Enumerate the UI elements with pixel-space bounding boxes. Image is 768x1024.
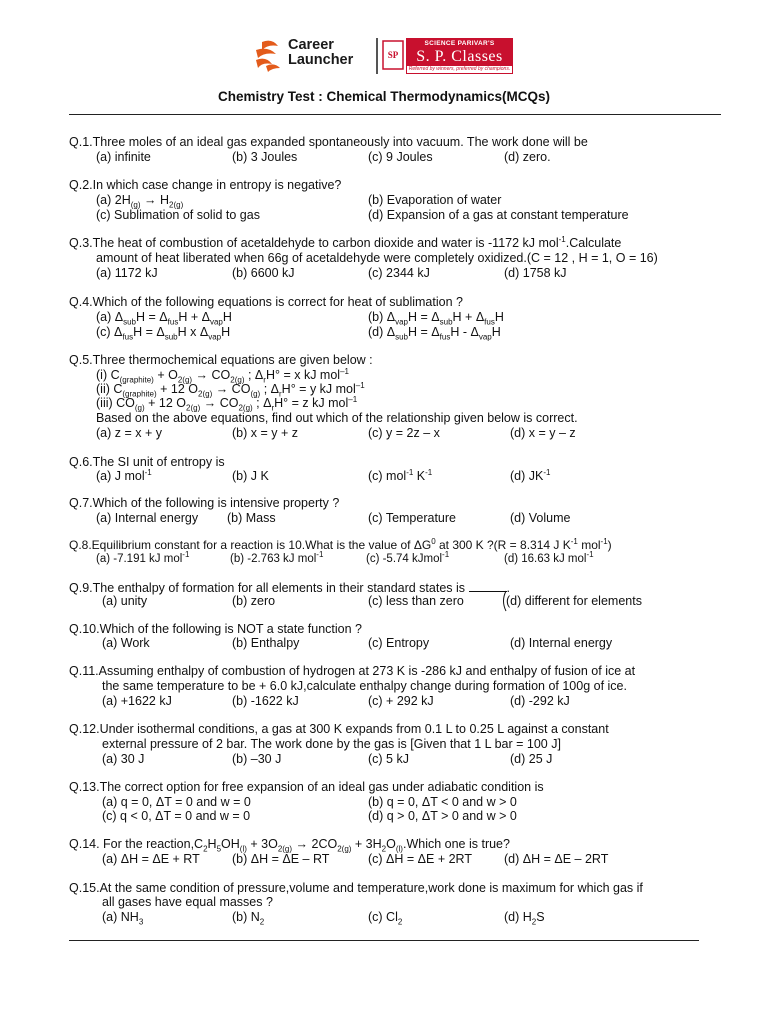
q10-option-d: (d) Internal energy — [510, 636, 613, 650]
top-rule — [69, 114, 721, 115]
q3-option-c: (c) 2344 kJ — [368, 266, 430, 280]
question-14: Q.14. For the $reaction,C_2H_5OH_{(l)} + 3O_{2(g)} \to 2CO_{2(g)}$ + $3H_2O_{(l)}.Which$ one is true? — [69, 837, 510, 854]
q14-option-c: (c) ΔH = ΔE + 2RT — [368, 852, 472, 866]
question-6: Q.6.The SI unit of entropy is — [69, 455, 225, 469]
q10-option-c: (c) Entropy — [368, 636, 430, 650]
page-header — [252, 36, 522, 76]
flame-icon — [252, 36, 286, 74]
q6-option-a: (a) J mol$^{-1}$ — [96, 467, 152, 483]
career-launcher-logo — [252, 36, 372, 76]
q2-option-b: (b) Evaporation of water — [368, 193, 502, 207]
q6-option-b: (b) J K — [232, 469, 269, 483]
q5-equation-2: (ii) $C_{(graphite)} + 12$ $O_{2(g)} \to CO_{(g)}$ ; $\Delta_rH^\circ = y$ kJ mol$^{-1}$ — [96, 380, 365, 399]
q1-option-a: (a) infinite — [96, 150, 151, 164]
q4-option-c: (c) $\Delta_{fus}H = \Delta_{sub}H$ x $\Delta_{vap}H$ — [96, 325, 231, 342]
q4-option-d: (d) $\Delta_{sub}H = \Delta_{fus}H - \Delta_{vap}H$ — [368, 325, 501, 342]
q9-option-c: (c) less than zero — [368, 594, 464, 608]
sp-logo-main: S. P. Classes — [416, 48, 503, 65]
q12-option-a: (a) 30 J — [102, 752, 145, 766]
q8-option-b: (b) -2.763 kJ mol$^{-1}$ — [230, 550, 324, 565]
q12-option-c: (c) 5 kJ — [368, 752, 409, 766]
q5-line4: Based on the above equations, find out which of the relationship given below is correct. — [96, 411, 578, 425]
q2-option-a: (a) $2H_{(g)} \to H_{2(g)}$ — [96, 193, 184, 210]
q11-option-a: (a) +1622 kJ — [102, 694, 172, 708]
q2-option-d: (d) Expansion of a gas at constant temperature — [368, 208, 629, 222]
q13-option-d: (d) q > 0, ΔT > 0 and w > 0 — [368, 809, 517, 823]
q9-option-a: (a) unity — [102, 594, 148, 608]
q2-option-c: (c) Sublimation of solid to gas — [96, 208, 260, 222]
q1-option-b: (b) 3 Joules — [232, 150, 298, 164]
question-8: Q.8.Equilibrium constant for a reaction is 10.What is the value of $\Delta G^0$ at 300 K ?(R = 8.314 J $K^{-1}$ mol$^{-1}$) — [69, 537, 612, 552]
q12-option-b: (b) –30 J — [232, 752, 282, 766]
sp-logo-top: SCIENCE PARIVAR'S — [424, 40, 495, 47]
question-9: Q.9.The enthalpy of formation for all elements in their standard states is . — [69, 581, 511, 595]
q1-option-d: (d) zero. — [504, 150, 551, 164]
sp-logo-tagline: Referred by winners, preferred by champions. — [406, 65, 513, 74]
question-2: Q.2.In which case change in entropy is negative? — [69, 178, 342, 192]
question-3: Q.3.The heat of combustion of acetaldehyde to carbon dioxide and water is -1172 kJ mol$^{-1}$.Calculate — [69, 234, 622, 250]
sp-classes-logo — [382, 38, 513, 74]
q15-option-c: (c) $Cl_2$ — [368, 910, 403, 927]
q4-option-a: (a) $\Delta_{sub}H = \Delta_{fus}H + \Delta_{vap}H$ — [96, 310, 232, 327]
q12-option-d: (d) 25 J — [510, 752, 553, 766]
q8-option-c: (c) -5.74 kJmol$^{-1}$ — [366, 550, 450, 565]
q14-option-a: (a) ΔH = ΔE + RT — [102, 852, 200, 866]
q11-option-c: (c) + 292 kJ — [368, 694, 434, 708]
q15-option-b: (b) $N_2$ — [232, 910, 265, 927]
q5-equation-3: (iii) $CO_{(g)} + 12$ $O_{2(g)} \to CO_{2(g)}$ ; $\Delta_rH^\circ = z$ kJ mol$^{-1}$ — [96, 394, 358, 413]
q9-bracket — [500, 590, 508, 612]
q8-option-d: (d) 16.63 kJ mol$^{-1}$ — [504, 550, 594, 565]
q13-option-a: (a) q = 0, ΔT = 0 and w = 0 — [102, 795, 251, 809]
q7-option-b: (b) Mass — [227, 511, 276, 525]
q3-option-d: (d) 1758 kJ — [504, 266, 567, 280]
q9-option-b: (b) zero — [232, 594, 276, 608]
question-12: Q.12.Under isothermal conditions, a gas at 300 K expands from 0.1 L to 0.25 L against a constant — [69, 722, 609, 736]
q9-option-d: (d) different for elements — [506, 594, 642, 608]
q5-option-a: (a) z = x + y — [96, 426, 162, 440]
q14-option-b: (b) ΔH = ΔE – RT — [232, 852, 330, 866]
q7-option-c: (c) Temperature — [368, 511, 456, 525]
page-title: Chemistry Test : Chemical Thermodynamics(MCQs) — [217, 89, 551, 104]
question-3-line2: amount of heat liberated when 66g of acetaldehyde were completely oxidized.(C = 12 , H = 1, O = 16) — [96, 251, 658, 265]
q3-option-a: (a) 1172 kJ — [96, 266, 158, 280]
q7-option-d: (d) Volume — [510, 511, 571, 525]
q8-option-a: (a) -7.191 kJ mol$^{-1}$ — [96, 550, 190, 565]
question-11: Q.11.Assuming enthalpy of combustion of hydrogen at 273 K is -286 kJ and enthalpy of fusion of ice at — [69, 664, 636, 678]
logo-divider — [376, 38, 378, 74]
question-15: Q.15.At the same condition of pressure,volume and temperature,work done is maximum for which gas if — [69, 881, 643, 895]
sp-seal-icon — [382, 40, 404, 70]
question-13: Q.13.The correct option for free expansion of an ideal gas under adiabatic condition is — [69, 780, 544, 794]
q4-option-b: (b) $\Delta_{vap}H = \Delta_{sub}H + \Delta_{fus}H$ — [368, 310, 504, 327]
bottom-rule — [69, 940, 699, 941]
q1-option-c: (c) 9 Joules — [368, 150, 433, 164]
q11-option-d: (d) -292 kJ — [510, 694, 570, 708]
svg-text:SP: SP — [387, 50, 399, 60]
q5-option-d: (d) x = y – z — [510, 426, 576, 440]
q5-equation-1: (i) $C_{(graphite)} + O_{2(g)} \to CO_{2(g)}$ ; $\Delta_rH^\circ = x$ kJ mol$^{-1}$ — [96, 366, 349, 385]
q6-option-d: (d) $JK^{-1}$ — [510, 467, 551, 483]
q13-option-c: (c) q < 0, ΔT = 0 and w = 0 — [102, 809, 251, 823]
question-12-line2: external pressure of 2 bar. The work done by the gas is [Given that 1 L bar = 100 J] — [102, 737, 561, 751]
question-4: Q.4.Which of the following equations is correct for heat of sublimation ? — [69, 295, 463, 309]
question-5: Q.5.Three thermochemical equations are given below : — [69, 353, 373, 367]
question-10: Q.10.Which of the following is NOT a state function ? — [69, 622, 362, 636]
q5-option-c: (c) y = 2z – x — [368, 426, 440, 440]
q11-option-b: (b) -1622 kJ — [232, 694, 299, 708]
q14-option-d: (d) ΔH = ΔE – 2RT — [504, 852, 609, 866]
q15-option-a: (a) $NH_3$ — [102, 910, 144, 927]
question-11-line2: the same temperature to be + 6.0 kJ,calculate enthalpy change during formation of 100g of ice. — [102, 679, 627, 693]
q7-option-a: (a) Internal energy — [96, 511, 199, 525]
question-7: Q.7.Which of the following is intensive property ? — [69, 496, 340, 510]
q15-option-d: (d) $H_2S$ — [504, 910, 545, 927]
q13-option-b: (b) q = 0, ΔT < 0 and w > 0 — [368, 795, 517, 809]
q10-option-b: (b) Enthalpy — [232, 636, 300, 650]
logo-text-line1: Career — [288, 37, 334, 53]
question-15-line2: all gases have equal masses ? — [102, 895, 273, 909]
logo-text-line2: Launcher — [288, 52, 354, 68]
q6-option-c: (c) mol$^{-1}$ $K^{-1}$ — [368, 467, 433, 483]
question-1: Q.1.Three moles of an ideal gas expanded spontaneously into vacuum. The work done will be — [69, 135, 588, 149]
q3-option-b: (b) 6600 kJ — [232, 266, 295, 280]
q10-option-a: (a) Work — [102, 636, 150, 650]
q5-option-b: (b) x = y + z — [232, 426, 298, 440]
